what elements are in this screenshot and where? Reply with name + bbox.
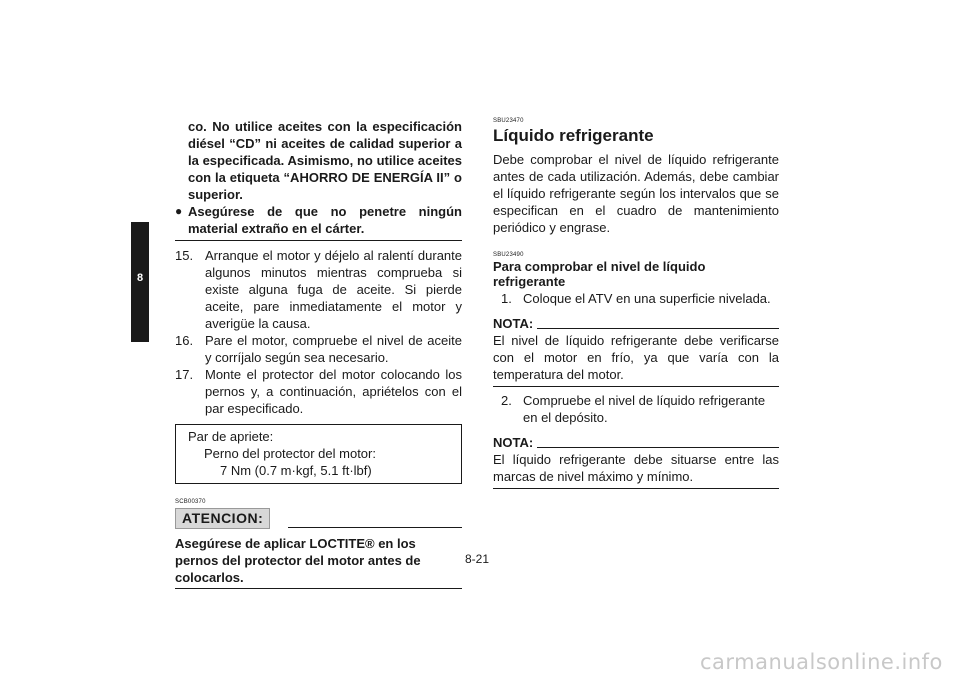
step-item (175, 247, 462, 332)
step-item (175, 332, 462, 366)
step-number: 2. (501, 393, 512, 408)
step-number: 16. (175, 333, 194, 348)
caution-code: SCB00370 (175, 499, 206, 505)
note-text: El nivel de líquido refrigerante debe verificarse con el motor en frío, ya que varía con la temperatura del motor. (493, 333, 779, 382)
caution-text: Asegúrese de aplicar LOCTITE® en los pernos del protector del motor antes de colocarlos. (175, 536, 421, 585)
step-item (493, 290, 779, 307)
note-header-rule (537, 328, 779, 329)
caution-header-rule (288, 527, 462, 528)
subsection-title: Para comprobar el nivel de líquido refrigerante (493, 259, 706, 289)
note-header (493, 434, 779, 451)
note-header-rule (537, 447, 779, 448)
subsection-code: SBU23490 (493, 252, 524, 258)
procedure-steps (175, 247, 462, 417)
step-number: 1. (501, 291, 512, 306)
step-text: Arranque el motor y déjelo al ralentí durante algunos minutos mientras comprueba si existe alguna fuga de aceite. Si pierde aceite, pare inmediatamente el motor y averigüe la causa. (205, 248, 462, 331)
note-end-rule (493, 386, 779, 387)
note-header (493, 315, 779, 332)
left-column (175, 118, 462, 589)
chapter-tab (131, 222, 149, 342)
note-end-rule (493, 488, 779, 489)
torque-label: Par de apriete: (188, 429, 274, 444)
step-item (175, 366, 462, 417)
step-text: Pare el motor, compruebe el nivel de aceite y corríjalo según sea necesario. (205, 333, 462, 365)
note-label: NOTA: (493, 435, 534, 450)
warning-continuation: co. No utilice aceites con la especificación diésel “CD” ni aceites de calidad superior a la especificada. Asimismo, no utilice aceites con la etiqueta “AHORRO DE ENERGÍA II” o superior. (188, 119, 462, 202)
section-title: Líquido refrigerante (493, 126, 654, 145)
torque-spec-box (175, 424, 462, 484)
chapter-tab-number: 8 (136, 272, 144, 284)
warning-bullet-item (175, 203, 462, 237)
watermark: carmanualsonline.info (700, 650, 943, 674)
section-intro: Debe comprobar el nivel de líquido refrigerante antes de cada utilización. Además, debe cambiar el líquido refrigerante según los intervalos que se especifican en el cuadro de mantenimiento periódico y engrase. (493, 152, 779, 235)
warning-end-rule (175, 240, 462, 241)
step-text: Compruebe el nivel de líquido refrigerante en el depósito. (523, 393, 766, 425)
torque-part: Perno del protector del motor: (204, 446, 376, 461)
step-number: 15. (175, 248, 194, 263)
step-text: Coloque el ATV en una superficie nivelada. (523, 291, 771, 306)
step-text: Monte el protector del motor colocando los pernos y, a continuación, apriételos con el par especificado. (205, 367, 462, 416)
step-number: 17. (175, 367, 194, 382)
page-number: 8-21 (465, 552, 490, 566)
section-code: SBU23470 (493, 118, 524, 124)
step-item (493, 392, 779, 426)
caution-header (175, 508, 462, 529)
right-column (493, 118, 779, 489)
torque-value: 7 Nm (0.7 m·kgf, 5.1 ft·lbf) (220, 463, 372, 478)
caution-label: ATENCION: (175, 508, 270, 529)
note-text: El líquido refrigerante debe situarse entre las marcas de nivel máximo y mínimo. (493, 452, 779, 484)
note-label: NOTA: (493, 316, 534, 331)
bullet-icon: ● (175, 204, 183, 218)
caution-end-rule (175, 588, 462, 589)
warning-bullet-text: Asegúrese de que no penetre ningún material extraño en el cárter. (188, 204, 462, 236)
